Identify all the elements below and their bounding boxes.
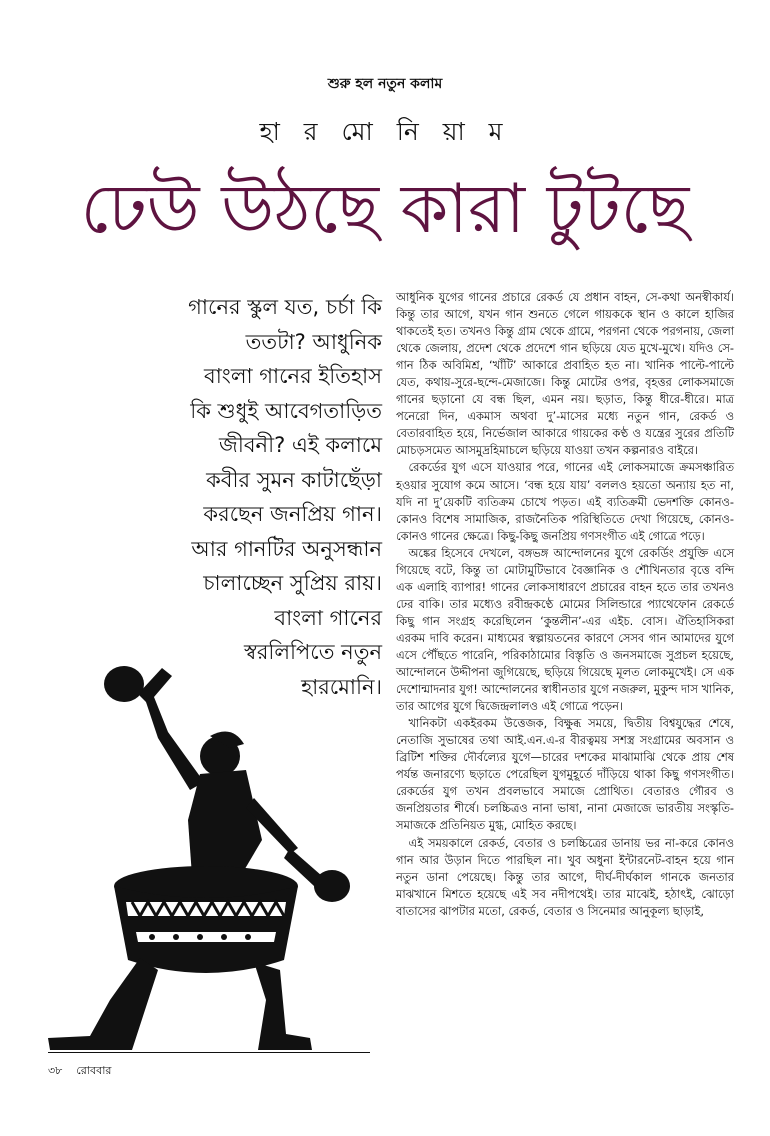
standfirst-line: স্বরলিপিতে নতুন [244,640,382,664]
drummer-silhouette-icon [40,640,370,1060]
standfirst-line: ততটা? আধুনিক [245,329,382,354]
standfirst-line: জীবনী? এই কলামে [219,433,382,457]
article-body [396,289,734,920]
article-paragraph: অঙ্কের হিসেবে দেখলে, বঙ্গভঙ্গ আন্দোলনের যুগে রেকর্ডিং প্রযুক্তি এসে গিয়েছে বটে, কিন্তু তা মোটামুটিভাবে বৈজ্ঞানিক ও শৌখিনতার বৃত্তে বন্দি এক এলাহি ব্যাপার! গানের লোকসাধারণে প্রচারের বাহন হতে তার তখনও ঢের বাকি। তার মধ্যেও রবীন্দ্রকণ্ঠে মোমের সিলিন্ডারে প্যাথেফোন রেকর্ডে কিছু গান সংগ্রহ করেছিলেন ‘কুন্তলীন’-এর এইচ. বোস। ঐতিহাসিকরা এরকম দাবি করেন। মাধ্যমের স্বল্পায়তনের কারণে সেসব গান আমাদের যুগে এসে পৌঁছতে পারেনি, পরিকাঠামোর বিস্তৃতি ও জনসমাজে সুপ্রচল হয়েছে, আন্দোলনে উদ্দীপনা জুগিয়েছে, ছড়িয়ে গিয়েছে মূলত লোকমুখেই। সে এক দেশোন্মাদনার যুগ! আন্দোলনের স্বাধীনতার যুগে নজরুল, মুকুন্দ দাস খানিক, তার আগের যুগে দ্বিজেন্দ্রলালও এই গোত্রে পড়েন। [396,545,734,714]
standfirst-line: হারমোনি। [301,674,382,699]
magazine-name: রোববার [76,1064,112,1077]
standfirst-line: আর গানটির অনুসন্ধান [191,536,382,561]
folio [48,1062,112,1081]
page-number: ৩৮ [48,1064,63,1077]
section-title: হা র মো নি য়া ম [259,117,511,146]
standfirst-line: করছেন জনপ্রিয় গান। [203,502,382,526]
standfirst-line: কবীর সুমন কাটাছেঁড়া [206,467,382,492]
headline: ঢেউ উঠছে কারা টুটছে [80,170,690,249]
article-paragraph: খানিকটা একইরকম উত্তেজক, বিক্ষুব্ধ সময়ে, দ্বিতীয় বিশ্বযুদ্ধের শেষে, নেতাজি সুভাষের তথা আই.এন.এ-র বীরত্বময় সশস্ত্র সংগ্রামের অবসান ও ব্রিটিশ শক্তির দৌর্বল্যের যুগে—চারের দশকের মাঝামাঝি থেকে প্রায় শেষ পর্যন্ত জনারণ্যে ছড়াতে পেরেছিল যুগমুহূর্তে দাঁড়িয়ে থাকা কিছু গণসংগীত। রেকর্ডের যুগ তখন প্রবলভাবে সমাজে প্রোথিত। বেতারও গৌরব ও জনপ্রিয়তার শীর্ষে। চলচ্চিত্রও নানা ভাষা, নানা মেজাজে ভারতীয় সংস্কৃতি-সমাজকে প্রতিনিয়ত মুগ্ধ, মোহিত করছে। [396,716,734,833]
standfirst-line: বাংলা গানের ইতিহাস [204,364,382,388]
kicker: শুরু হল নতুন কলাম [327,76,443,92]
standfirst-line: বাংলা গানের [274,605,382,630]
article-paragraph: এই সময়কালে রেকর্ড, বেতার ও চলচ্চিত্রের ডানায় ভর না-করে কোনও গান আর উড়ান দিতে পারছিল না। খুব অধুনা ইন্টারনেট-বাহন হয়ে গান নতুন ডানা পেয়েছে। কিন্তু তার আগে, দীর্ঘ-দীর্ঘকাল গানকে জনতার মাঝখানে মিশতে হয়েছে এই সব নদীপথেই। তার মাঝেই, হঠাৎই, ঝোড়ো বাতাসের ঝাপটার মতো, রেকর্ড, বেতার ও সিনেমার আনুকূল্য ছাড়াই, [396,835,734,918]
article-paragraph: রেকর্ডের যুগ এসে যাওয়ার পরে, গানের এই লোকসমাজে ক্রমসঞ্চারিত হওয়ার সুযোগ কমে আসে। ‘বন্ধ হয়ে যায়’ বললও হয়তো অন্যায় হত না, যদি না দু’য়েকটি ব্যতিক্রম চোখে পড়ত। এই ব্যতিক্রমী ভেদশক্তি কোনও-কোনও বিশেষ সামাজিক, রাজনৈতিক পরিস্থিতিতে দেখা গিয়েছে, কোনও-কোনও গানের ক্ষেত্রে। কিছু-কিছু জনপ্রিয় গণসংগীত এই গোত্রে পড়ে। [396,460,734,543]
footer-rule [48,1052,370,1053]
standfirst-line: গানের স্কুল যত, চর্চা কি [188,295,382,319]
standfirst-line: চালাচ্ছেন সুপ্রিয় রায়। [203,571,382,595]
standfirst-line: কি শুধুই আবেগতাড়িত [190,398,382,423]
article-paragraph: আধুনিক যুগের গানের প্রচারে রেকর্ড যে প্রধান বাহন, সে-কথা অনস্বীকার্য। কিন্তু তার আগে, যখন গান শুনতে গেলে গায়ককে স্থান ও কালে হাজির থাকতেই হত। তখনও কিন্তু গ্রাম থেকে গ্রামে, পরগনা থেকে পরগনায়, জেলা থেকে জেলায়, প্রদেশ থেকে প্রদেশে গান ছড়িয়ে যেত মুখে-মুখে। যদিও সে-গান ঠিক অবিমিশ্র, ‘খাঁটি’ আকারে প্রবাহিত হত না। খানিক পাল্টে-পাল্টে যেত, কথায়-সুরে-ছন্দে-মেজাজে। কিন্তু মোটের ওপর, বৃহত্তর লোকসমাজে গানের ছড়ানো যে বন্ধ ছিল, এমন নয়। ছড়াত, কিন্তু ধীরে-ধীরে। মাত্র পনেরো দিন, একমাস অথবা দু’-মাসের মধ্যে নতুন গান, রেকর্ড ও বেতারবাহিত হয়ে, নির্ভেজাল আকারে গায়কের কণ্ঠ ও যন্ত্রের সুরের প্রতিটি মোচড়সমেত আসমুদ্রহিমাচলে ছড়িয়ে যাওয়া তখন কল্পনারও বাইরে। [396,290,734,458]
